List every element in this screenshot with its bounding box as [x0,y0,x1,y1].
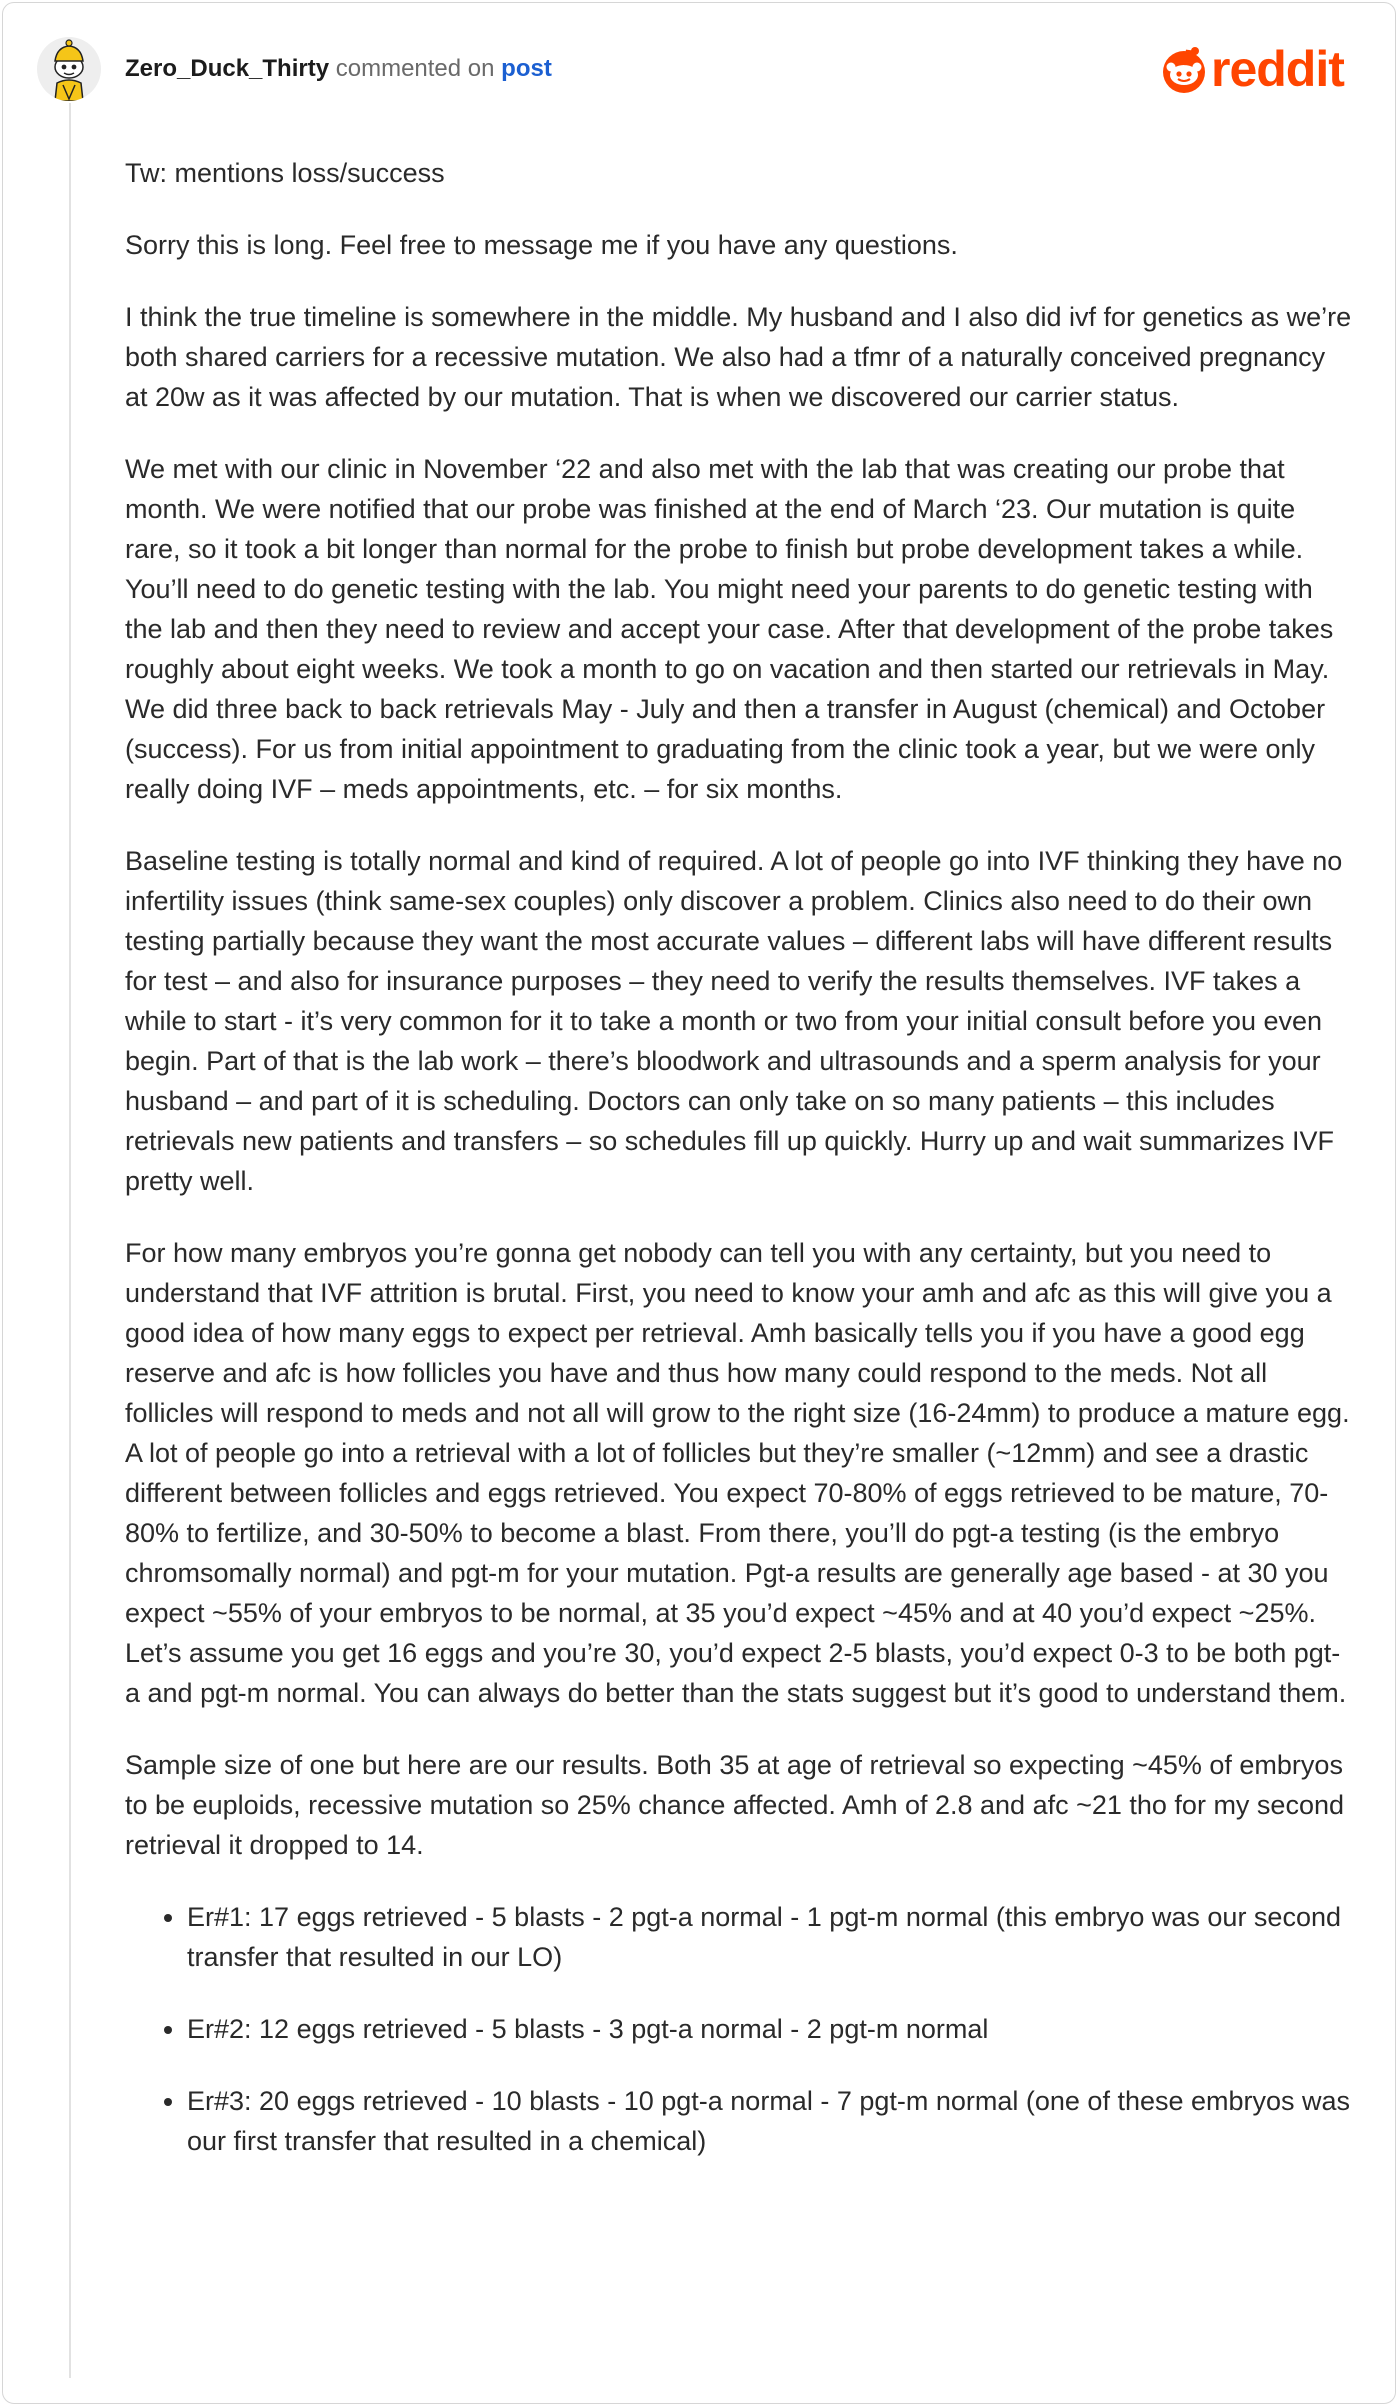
comment-body [125,153,1353,2193]
list-item: • Er#2: 12 eggs retrieved - 5 blasts - 3 pgt-a normal - 2 pgt-m normal [187,2009,1353,2049]
reddit-wordmark: reddit [1211,41,1344,97]
retrieval-results-list [125,1897,1353,2161]
comment-action-text: commented on [335,55,495,82]
comment-paragraph: For how many embryos you’re gonna get nobody can tell you with any certainty, but you need to understand that IVF attrition is brutal. First, you need to know your amh and afc as this will give you a good idea of how many eggs to expect per retrieval. Amh basically tells you if you have a good egg reserve and afc is how follicles you have and thus how many could respond to the meds. Not all follicles will respond to meds and not all will grow to the right size (16-24mm) to produce a mature egg. A lot of people go into a retrieval with a lot of follicles but they’re smaller (~12mm) and see a drastic different between follicles and eggs retrieved. You expect 70-80% of eggs retrieved to be mature, 70-80% to fertilize, and 30-50% to become a blast. From there, you’ll do pgt-a testing (is the embryo chromsomally normal) and pgt-m for your mutation. Pgt-a results are generally age based - at 30 you expect ~55% of your embryos to be normal, at 35 you’d expect ~45% and at 40 you’d expect ~25%. Let’s assume you get 16 eggs and you’re 30, you’d expect 2-5 blasts, you’d expect 0-3 to be both pgt-a and pgt-m normal. You can always do better than the stats suggest but it’s good to understand them. [125,1238,1350,1708]
comment-header [125,53,552,85]
username-link[interactable]: Zero_Duck_Thirty [125,55,330,82]
user-avatar[interactable] [37,37,101,101]
comment-paragraph: Tw: mentions loss/success [125,158,445,188]
reddit-snoo-icon [1159,45,1209,95]
list-item: • Er#3: 20 eggs retrieved - 10 blasts - 10 pgt-a normal - 7 pgt-m normal (one of these embryos was our first transfer that resulted in a chemical) [187,2081,1353,2161]
comment-paragraph: I think the true timeline is somewhere in the middle. My husband and I also did ivf for genetics as we’re both shared carriers for a recessive mutation. We also had a tfmr of a naturally conceived pregnancy at 20w as it was affected by our mutation. That is when we discovered our carrier status. [125,302,1352,412]
reddit-logo[interactable] [1159,41,1373,97]
post-link[interactable]: post [501,55,552,82]
snoo-avatar-icon [37,37,101,101]
comment-paragraph: Baseline testing is totally normal and kind of required. A lot of people go into IVF thinking they have no infertility issues (think same-sex couples) only discover a problem. Clinics also need to do their own testing partially because they want the most accurate values – different labs will have different results for test – and also for insurance purposes – they need to verify the results themselves. IVF takes a while to start - it’s very common for it to take a month or two from your initial consult before you even begin. Part of that is the lab work – there’s bloodwork and ultrasounds and a sperm analysis for your husband – and part of it is scheduling. Doctors can only take on so many patients – this includes retrievals new patients and transfers – so schedules fill up quickly. Hurry up and wait summarizes IVF pretty well. [125,846,1343,1196]
list-item: • Er#1: 17 eggs retrieved - 5 blasts - 2 pgt-a normal - 1 pgt-m normal (this embryo was our second transfer that resulted in our LO) [187,1897,1353,1977]
comment-paragraph: Sample size of one but here are our results. Both 35 at age of retrieval so expecting ~45% of embryos to be euploids, recessive mutation so 25% chance affected. Amh of 2.8 and afc ~21 tho for my second retrieval it dropped to 14. [125,1750,1344,1860]
comment-paragraph: Sorry this is long. Feel free to message me if you have any questions. [125,230,958,260]
thread-line[interactable] [69,103,71,2378]
comment-paragraph: We met with our clinic in November ‘22 and also met with the lab that was creating our probe that month. We were notified that our probe was finished at the end of March ‘23. Our mutation is quite rare, so it took a bit longer than normal for the probe to finish but probe development takes a while. You’ll need to do genetic testing with the lab. You might need your parents to do genetic testing with the lab and then they need to review and accept your case. After that development of the probe takes roughly about eight weeks. We took a month to go on vacation and then started our retrievals in May. We did three back to back retrievals May - July and then a transfer in August (chemical) and October (success). For us from initial appointment to graduating from the clinic took a year, but we were only really doing IVF – meds appointments, etc. – for six months. [125,454,1334,804]
comment-card [2,2,1396,2404]
